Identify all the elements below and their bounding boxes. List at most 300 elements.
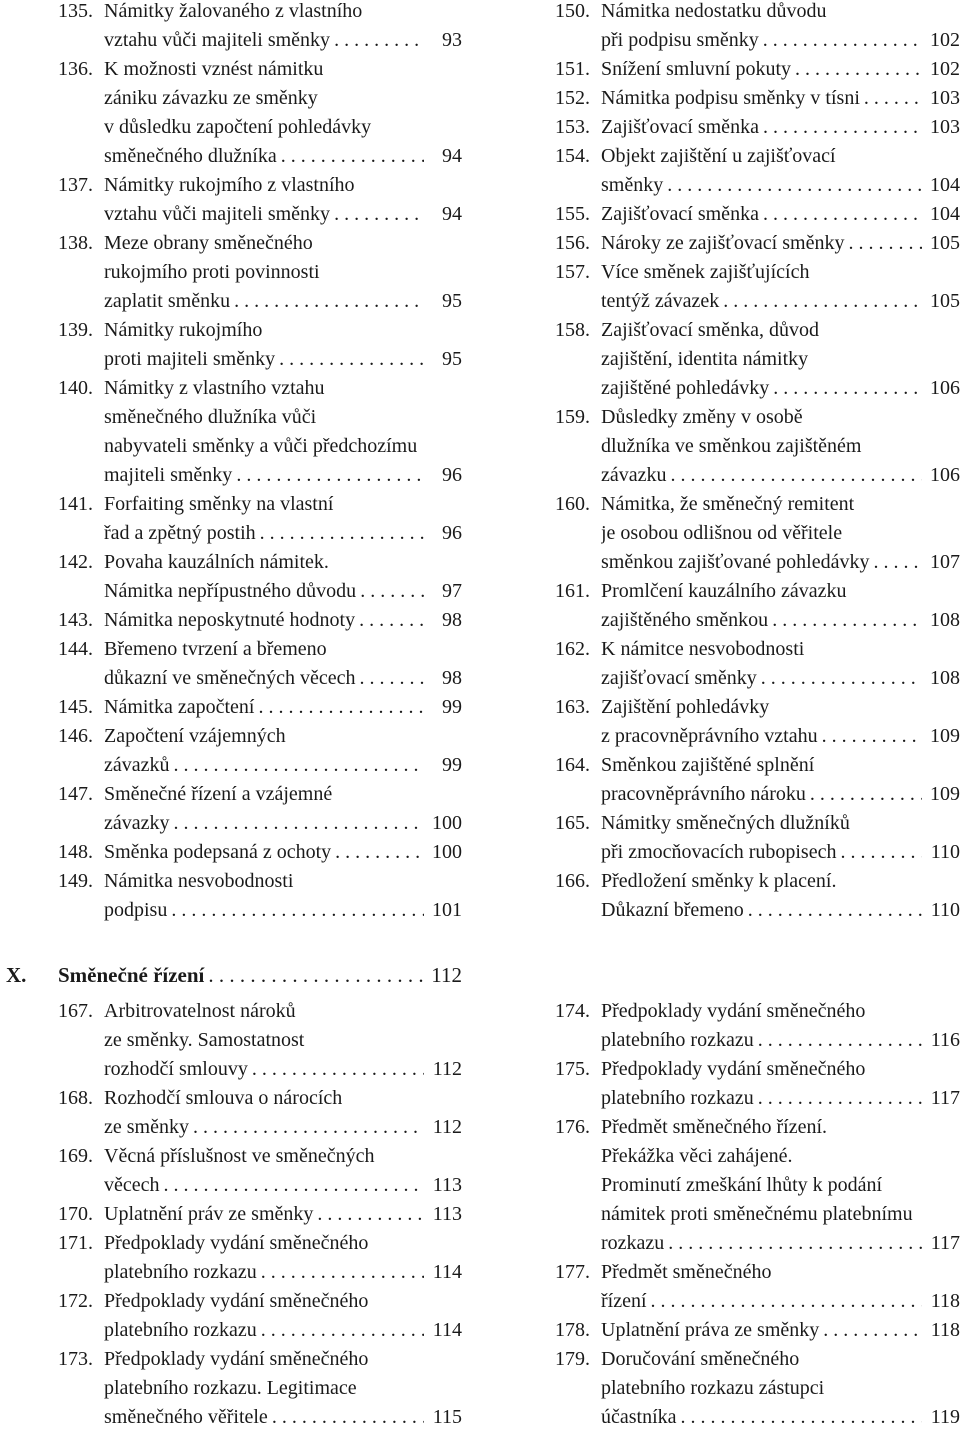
toc-entry-page-number: 118 <box>930 1319 960 1341</box>
dot-leader <box>651 1287 922 1316</box>
toc-entry-page-number: 106 <box>930 377 960 399</box>
toc-entry-page-number: 105 <box>930 290 960 312</box>
toc-entry-page-number: 101 <box>432 899 462 921</box>
toc-entry-title-line: vztahu vůči majiteli směnky <box>104 29 331 51</box>
toc-entry-last-line <box>104 461 462 490</box>
toc-entry-number: 158. <box>555 319 590 341</box>
toc-entry-title-line: Námitka nedostatku důvodu <box>601 0 827 22</box>
toc-entry-page-number: 107 <box>930 551 960 573</box>
toc-entry-title-line: pracovněprávního nároku <box>601 783 806 805</box>
toc-entry-title-line: závazku <box>601 464 667 486</box>
toc-entry-number: 172. <box>58 1290 93 1312</box>
toc-entry-page-number: 116 <box>930 1029 960 1051</box>
toc-entry-last-line <box>601 55 960 84</box>
toc-entry[interactable] <box>555 55 960 84</box>
toc-entry-body <box>601 809 960 867</box>
toc-entry-page-number: 105 <box>930 232 960 254</box>
toc-entry[interactable] <box>58 867 462 925</box>
toc-entry-title-line: zaplatit směnku <box>104 290 231 312</box>
toc-entry-title-line: Důkazní břemeno <box>601 899 744 921</box>
toc-entry-title-line: Více směnek zajišťujících <box>601 261 810 283</box>
toc-entry-page-number: 110 <box>930 899 960 921</box>
toc-entry-title-line: věcech <box>104 1174 160 1196</box>
toc-entry-number: 147. <box>58 783 93 805</box>
toc-entry[interactable] <box>555 867 960 925</box>
toc-entry-page-number: 95 <box>442 290 462 312</box>
toc-entry-page-number: 95 <box>442 348 462 370</box>
toc-entry[interactable] <box>58 1287 462 1345</box>
toc-entry[interactable] <box>555 84 960 113</box>
toc-entry-number: 178. <box>555 1319 590 1341</box>
toc-entry-body <box>601 229 960 258</box>
toc-entry-title-line: Námitky žalovaného z vlastního <box>104 0 363 22</box>
dot-leader <box>763 200 922 229</box>
toc-entry-last-line <box>104 577 462 606</box>
toc-entry[interactable] <box>58 1142 462 1200</box>
toc-entry-number: 155. <box>555 203 590 225</box>
toc-entry[interactable] <box>555 1258 960 1316</box>
dot-leader <box>252 1055 424 1084</box>
toc-entry-title-line: při zmocňovacích rubopisech <box>601 841 837 863</box>
toc-entry-last-line <box>601 287 960 316</box>
chapter-title: Směnečné řízení <box>58 963 205 987</box>
toc-entry-last-line <box>104 1316 462 1345</box>
toc-entry-body <box>601 200 960 229</box>
toc-entry-number: 152. <box>555 87 590 109</box>
toc-entry-page-number: 103 <box>930 87 960 109</box>
toc-entry[interactable] <box>58 1200 462 1229</box>
dot-leader <box>668 1229 922 1258</box>
toc-entry-number: 164. <box>555 754 590 776</box>
toc-entry[interactable] <box>58 722 462 780</box>
dot-leader <box>334 200 424 229</box>
toc-entry-title-line: rozhodčí smlouvy <box>104 1058 248 1080</box>
toc-entry-number: 179. <box>555 1348 590 1370</box>
toc-entry-body <box>104 693 462 722</box>
toc-entry[interactable] <box>555 316 960 403</box>
toc-entry-page-number: 102 <box>930 58 960 80</box>
toc-entry[interactable] <box>555 1345 960 1432</box>
dot-leader <box>317 1200 424 1229</box>
toc-entry-title-line: řízení <box>601 1290 647 1312</box>
toc-entry-last-line <box>104 751 462 780</box>
toc-entry-body <box>601 490 960 577</box>
toc-entry-page-number: 94 <box>442 145 462 167</box>
toc-entry-title-line: Zajišťovací směnka, důvod <box>601 319 819 341</box>
toc-entry-title-line: zániku závazku ze směnky <box>104 87 318 109</box>
toc-entry-title-line: Námitky rukojmího <box>104 319 263 341</box>
dot-leader <box>864 84 922 113</box>
toc-entry-body <box>104 997 462 1084</box>
toc-entry-last-line <box>601 374 960 403</box>
toc-entry-last-line <box>601 1229 960 1258</box>
toc-entry-title-line: Doručování směnečného <box>601 1348 800 1370</box>
toc-entry-body <box>601 55 960 84</box>
toc-entry-page-number: 112 <box>432 1058 462 1080</box>
toc-entry-title-line: Důsledky změny v osobě <box>601 406 803 428</box>
toc-entry-title-line: vztahu vůči majiteli směnky <box>104 203 331 225</box>
toc-entry-title-line: majiteli směnky <box>104 464 233 486</box>
dot-leader <box>723 287 922 316</box>
toc-entry-title-line: Zajištění pohledávky <box>601 696 770 718</box>
toc-entry-title-line: Uplatnění práv ze směnky <box>104 1203 314 1225</box>
toc-entry-title-line: Zajišťovací směnka <box>601 116 759 138</box>
toc-entry-title-line: Námitka nesvobodnosti <box>104 870 294 892</box>
dot-leader <box>823 1316 922 1345</box>
toc-entry-title-line: Překážka věci zahájené. <box>601 1145 793 1167</box>
toc-entry-title-line: Prominutí zmeškání lhůty k podání <box>601 1174 883 1196</box>
toc-entry-last-line <box>104 519 462 548</box>
toc-entry-page-number: 99 <box>442 754 462 776</box>
toc-entry-title-line: Meze obrany směnečného <box>104 232 313 254</box>
toc-entry-last-line <box>104 896 462 925</box>
toc-entry-title-line: rozkazu <box>601 1232 665 1254</box>
toc-entry-last-line <box>104 287 462 316</box>
toc-entry-last-line <box>601 1316 960 1345</box>
toc-entry-body <box>104 635 462 693</box>
toc-entry-body <box>104 606 462 635</box>
toc-entry-title-line: směnečného dlužníka vůči <box>104 406 317 428</box>
dot-leader <box>335 838 424 867</box>
dot-leader <box>281 142 424 171</box>
toc-entry-body <box>104 55 462 171</box>
toc-entry-title-line: v důsledku započtení pohledávky <box>104 116 372 138</box>
toc-entry[interactable] <box>555 1055 960 1113</box>
toc-column-right-bottom <box>555 997 960 1432</box>
toc-entry-page-number: 118 <box>930 1290 960 1312</box>
toc-entry-number: 150. <box>555 0 590 22</box>
toc-entry-last-line <box>104 1055 462 1084</box>
toc-entry-number: 159. <box>555 406 590 428</box>
toc-entry-page-number: 104 <box>930 203 960 225</box>
chapter-number: X. <box>6 963 27 987</box>
toc-entry-last-line <box>104 838 462 867</box>
toc-entry-body <box>104 316 462 374</box>
toc-entry-title-line: zajištěného směnkou <box>601 609 769 631</box>
toc-entry-number: 162. <box>555 638 590 660</box>
toc-entry-number: 174. <box>555 1000 590 1022</box>
dot-leader <box>840 838 922 867</box>
toc-entry-title-line: Předpoklady vydání směnečného <box>104 1348 369 1370</box>
toc-entry-title-line: účastníka <box>601 1406 677 1428</box>
toc-entry-body <box>104 1142 462 1200</box>
toc-entry[interactable] <box>58 1084 462 1142</box>
toc-entry-number: 156. <box>555 232 590 254</box>
toc-entry-last-line <box>104 345 462 374</box>
toc-entry[interactable] <box>555 751 960 809</box>
dot-leader <box>334 26 424 55</box>
toc-entry-body <box>601 1113 960 1258</box>
toc-entry[interactable] <box>58 374 462 490</box>
toc-entry-body <box>601 693 960 751</box>
toc-entry-page-number: 113 <box>432 1174 462 1196</box>
toc-entry-body <box>601 1258 960 1316</box>
toc-entry-title-line: Předpoklady vydání směnečného <box>104 1290 369 1312</box>
toc-entry-page-number: 117 <box>930 1087 960 1109</box>
toc-entry-number: 145. <box>58 696 93 718</box>
toc-entry-title-line: Promlčení kauzálního závazku <box>601 580 847 602</box>
toc-entry-last-line <box>601 722 960 751</box>
toc-entry-title-line: Předpoklady vydání směnečného <box>104 1232 369 1254</box>
toc-entry-body <box>601 867 960 925</box>
dot-leader <box>234 287 424 316</box>
toc-entry[interactable] <box>555 200 960 229</box>
toc-entry-body <box>601 258 960 316</box>
toc-entry[interactable] <box>58 997 462 1084</box>
toc-entry[interactable] <box>58 693 462 722</box>
toc-entry-number: 137. <box>58 174 93 196</box>
toc-entry[interactable] <box>555 229 960 258</box>
toc-entry-body <box>601 142 960 200</box>
toc-entry-page-number: 110 <box>930 841 960 863</box>
toc-entry[interactable] <box>555 258 960 316</box>
toc-entry-number: 144. <box>58 638 93 660</box>
toc-column-left-bottom <box>58 997 462 1432</box>
toc-entry-body <box>104 780 462 838</box>
dot-leader <box>259 693 425 722</box>
toc-entry-last-line <box>104 1200 462 1229</box>
toc-entry[interactable] <box>58 55 462 171</box>
toc-entry-title-line: zajištění, identita námitky <box>601 348 809 370</box>
toc-entry[interactable] <box>58 606 462 635</box>
toc-entry-title-line: Snížení smluvní pokuty <box>601 58 791 80</box>
toc-entry[interactable] <box>555 693 960 751</box>
toc-column-left-top <box>58 0 462 925</box>
dot-leader <box>795 55 922 84</box>
toc-entry-page-number: 99 <box>442 696 462 718</box>
dot-leader <box>360 577 424 606</box>
toc-entry-body <box>104 0 462 55</box>
toc-entry-title-line: Rozhodčí smlouva o nárocích <box>104 1087 343 1109</box>
toc-entry[interactable] <box>555 997 960 1055</box>
dot-leader <box>763 113 922 142</box>
toc-entry-page-number: 97 <box>442 580 462 602</box>
toc-entry[interactable] <box>58 316 462 374</box>
dot-leader <box>761 664 922 693</box>
toc-entry[interactable] <box>58 490 462 548</box>
toc-entry-number: 142. <box>58 551 93 573</box>
toc-entry-title-line: tentýž závazek <box>601 290 720 312</box>
toc-entry-body <box>601 997 960 1055</box>
toc-entry-title-line: Objekt zajištění u zajišťovací <box>601 145 836 167</box>
toc-entry[interactable] <box>555 577 960 635</box>
toc-entry-last-line <box>601 896 960 925</box>
toc-entry-page-number: 100 <box>432 812 462 834</box>
toc-entry-number: 135. <box>58 0 93 22</box>
toc-entry-number: 136. <box>58 58 93 80</box>
toc-entry-number: 173. <box>58 1348 93 1370</box>
toc-entry[interactable] <box>555 1316 960 1345</box>
toc-entry-last-line <box>601 1287 960 1316</box>
toc-entry-title-line: Břemeno tvrzení a břemeno <box>104 638 327 660</box>
toc-entry[interactable] <box>555 142 960 200</box>
dot-leader <box>261 1258 424 1287</box>
toc-entry-page-number: 106 <box>930 464 960 486</box>
toc-entry-page-number: 115 <box>432 1406 462 1428</box>
toc-entry-title-line: Povaha kauzálních námitek. <box>104 551 329 573</box>
toc-entry-last-line <box>104 142 462 171</box>
toc-entry-page-number: 96 <box>442 522 462 544</box>
toc-entry-page-number: 112 <box>432 1116 462 1138</box>
toc-entry-page-number: 98 <box>442 609 462 631</box>
toc-entry-number: 139. <box>58 319 93 341</box>
toc-entry-number: 140. <box>58 377 93 399</box>
toc-entry[interactable] <box>58 229 462 316</box>
toc-entry-title-line: platebního rozkazu. Legitimace <box>104 1377 357 1399</box>
toc-entry-body <box>601 403 960 490</box>
toc-entry[interactable] <box>555 0 960 55</box>
toc-entry[interactable] <box>58 1345 462 1432</box>
toc-entry-page-number: 108 <box>930 609 960 631</box>
toc-entry-page-number: 117 <box>930 1232 960 1254</box>
toc-entry-last-line <box>104 1171 462 1200</box>
toc-entry[interactable] <box>58 1229 462 1287</box>
toc-entry[interactable] <box>58 171 462 229</box>
toc-entry-last-line <box>601 84 960 113</box>
toc-entry-body <box>104 722 462 780</box>
toc-entry[interactable] <box>555 403 960 490</box>
toc-entry-title-line: směnečného věřitele <box>104 1406 268 1428</box>
toc-entry[interactable] <box>58 548 462 606</box>
dot-leader <box>272 1403 424 1432</box>
toc-entry[interactable] <box>58 780 462 838</box>
dot-leader <box>758 1084 922 1113</box>
toc-entry-body <box>601 113 960 142</box>
toc-entry-number: 171. <box>58 1232 93 1254</box>
toc-entry-body <box>104 838 462 867</box>
toc-entry-number: 161. <box>555 580 590 602</box>
dot-leader <box>261 1316 424 1345</box>
toc-entry[interactable] <box>555 809 960 867</box>
toc-entry-title-line: zajišťovací směnky <box>601 667 757 689</box>
toc-entry-title-line: Námitka neposkytnuté hodnoty <box>104 609 356 631</box>
toc-entry-body <box>601 1345 960 1432</box>
toc-entry-page-number: 102 <box>930 29 960 51</box>
toc-entry-body <box>601 1055 960 1113</box>
toc-entry-title-line: Předpoklady vydání směnečného <box>601 1000 866 1022</box>
toc-entry[interactable] <box>555 635 960 693</box>
toc-entry-title-line: Forfaiting směnky na vlastní <box>104 493 334 515</box>
toc-entry-last-line <box>104 809 462 838</box>
toc-entry-title-line: platebního rozkazu <box>601 1029 754 1051</box>
toc-entry-title-line: Směnka podepsaná z ochoty <box>104 841 332 863</box>
toc-entry-title-line: ze směnky. Samostatnost <box>104 1029 305 1051</box>
toc-entry-title-line: směnečného dlužníka <box>104 145 277 167</box>
toc-entry-page-number: 119 <box>930 1406 960 1428</box>
toc-entry-number: 170. <box>58 1203 93 1225</box>
toc-entry[interactable] <box>555 1113 960 1258</box>
toc-entry-title-line: Nároky ze zajišťovací směnky <box>601 232 845 254</box>
toc-entry-page-number: 100 <box>432 841 462 863</box>
dot-leader <box>758 1026 922 1055</box>
dot-leader <box>671 461 922 490</box>
toc-entry-body <box>104 490 462 548</box>
toc-entry-page-number: 93 <box>442 29 462 51</box>
dot-leader <box>822 722 922 751</box>
toc-entry-title-line: Námitky směnečných dlužníků <box>601 812 850 834</box>
toc-entry-title-line: závazků <box>104 754 170 776</box>
toc-entry-number: 176. <box>555 1116 590 1138</box>
toc-entry-number: 157. <box>555 261 590 283</box>
toc-entry-page-number: 103 <box>930 116 960 138</box>
toc-entry-last-line <box>104 1403 462 1432</box>
toc-entry-last-line <box>601 200 960 229</box>
toc-entry-last-line <box>104 200 462 229</box>
toc-entry-number: 163. <box>555 696 590 718</box>
toc-entry-number: 169. <box>58 1145 93 1167</box>
chapter-page-number: 112 <box>431 963 462 987</box>
dot-leader <box>208 960 424 990</box>
toc-entry-last-line <box>104 606 462 635</box>
toc-entry-number: 149. <box>58 870 93 892</box>
dot-leader <box>174 751 424 780</box>
toc-entry-title-line: proti majiteli směnky <box>104 348 276 370</box>
toc-entry-last-line <box>601 113 960 142</box>
toc-entry-body <box>601 635 960 693</box>
dot-leader <box>359 606 424 635</box>
toc-entry-title-line: Námitka, že směnečný remitent <box>601 493 855 515</box>
toc-entry-title-line: směnkou zajišťované pohledávky <box>601 551 870 573</box>
toc-entry-title-line: Předpoklady vydání směnečného <box>601 1058 866 1080</box>
toc-entry-last-line <box>104 26 462 55</box>
toc-entry-number: 143. <box>58 609 93 631</box>
toc-entry-body <box>601 751 960 809</box>
toc-entry-body <box>104 1287 462 1345</box>
toc-entry-last-line <box>601 171 960 200</box>
toc-entry-number: 165. <box>555 812 590 834</box>
toc-entry-title-line: Směnečné řízení a vzájemné <box>104 783 333 805</box>
toc-entry-last-line <box>601 229 960 258</box>
toc-entry-page-number: 109 <box>930 725 960 747</box>
dot-leader <box>773 374 922 403</box>
toc-entry-title-line: Zajišťovací směnka <box>601 203 759 225</box>
toc-entry-last-line <box>601 838 960 867</box>
toc-entry[interactable] <box>58 0 462 55</box>
dot-leader <box>260 519 424 548</box>
toc-entry-number: 166. <box>555 870 590 892</box>
toc-entry[interactable] <box>58 838 462 867</box>
toc-entry-number: 160. <box>555 493 590 515</box>
toc-entry-title-line: Uplatnění práva ze směnky <box>601 1319 820 1341</box>
toc-entry[interactable] <box>555 113 960 142</box>
toc-entry-page-number: 114 <box>432 1319 462 1341</box>
toc-entry-title-line: K námitce nesvobodnosti <box>601 638 805 660</box>
toc-entry-last-line <box>104 1113 462 1142</box>
toc-entry-body <box>601 0 960 55</box>
toc-entry-title-line: Námitky z vlastního vztahu <box>104 377 325 399</box>
toc-entry-title-line: Námitka započtení <box>104 696 255 718</box>
dot-leader <box>360 664 424 693</box>
toc-entry-body <box>104 1084 462 1142</box>
dot-leader <box>174 809 424 838</box>
toc-entry-title-line: závazky <box>104 812 170 834</box>
dot-leader <box>772 606 922 635</box>
toc-entry-title-line: platebního rozkazu <box>104 1261 257 1283</box>
toc-entry-page-number: 109 <box>930 783 960 805</box>
toc-entry-page-number: 104 <box>930 174 960 196</box>
toc-entry-title-line: Předmět směnečného <box>601 1261 772 1283</box>
chapter-heading[interactable] <box>0 960 462 990</box>
toc-entry[interactable] <box>58 635 462 693</box>
toc-entry-last-line <box>104 693 462 722</box>
toc-entry-body <box>104 229 462 316</box>
toc-entry-page-number: 113 <box>432 1203 462 1225</box>
toc-entry-number: 138. <box>58 232 93 254</box>
toc-entry-title-line: platebního rozkazu <box>104 1319 257 1341</box>
toc-entry[interactable] <box>555 490 960 577</box>
toc-entry-title-line: důkazní ve směnečných věcech <box>104 667 356 689</box>
dot-leader <box>763 26 922 55</box>
